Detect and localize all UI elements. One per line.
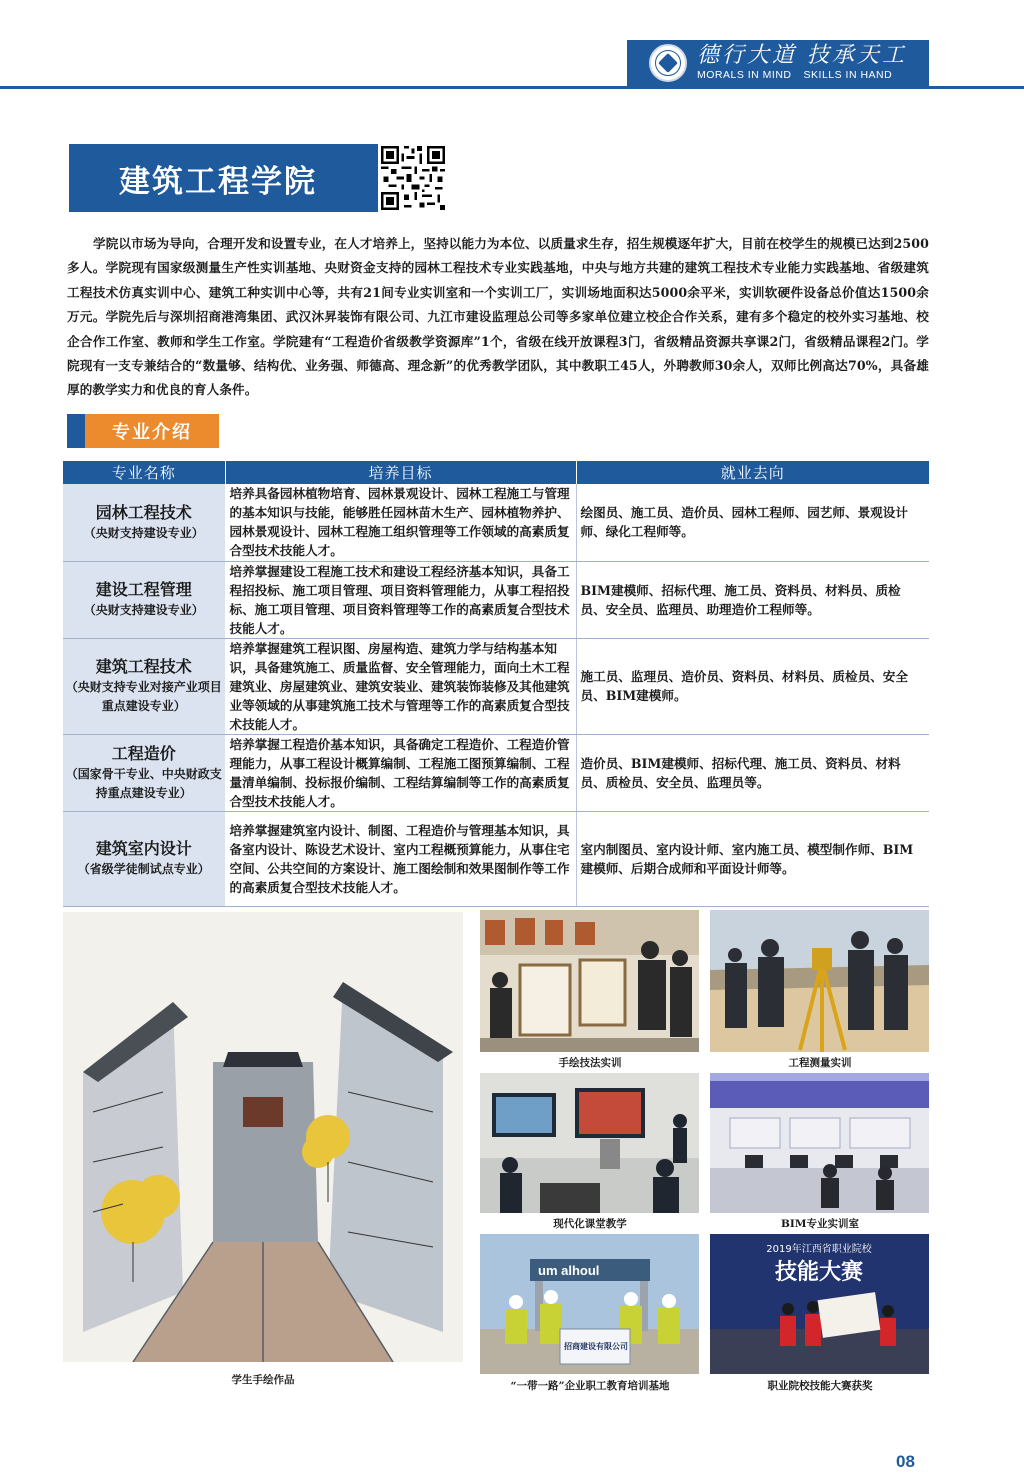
photo-2-caption: 工程测量实训 — [788, 1057, 852, 1069]
header-rule — [0, 86, 1024, 89]
table-header-row — [63, 461, 929, 484]
intro-paragraph: 学院以市场为导向，合理开发和设置专业，在人才培养上，坚持以能力为本位、以质量求生存，招生规模逐年扩大，目前在校学生的规模已达到2500多人。学院现有国家级测量生产性实训基地、央财资金支持的园林工程技术专业实践基地，中央与地方共建的建筑工程技术专业能力实践基地、省级建筑工程技术仿真实训中心、建筑工种实训中心等，共有21间专业实训室和一个实训工厂，实训场地面积达5000余平米，实训软硬件设备总价值达1500余万元。学院先后与深圳招商港湾集团、武汉沐昇装饰有限公司、九江市建设监理总公司等多家单位建立校企合作关系，建有多个稳定的校外实习基地、校企合作工作室、教师和学生工作室。学院建有“工程造价省级教学资源库”1个，省级在线开放课程3门，省级精品资源共享课2门，省级精品课程2门。学院现有一支专兼结合的“数量够、结构优、业务强、师德高、理念新”的优秀教学团队，其中教职工45人，外聘教师30余人，双师比例高达70%，具备雄厚的教学实力和优良的育人条件。 — [67, 236, 929, 398]
major-note: （央财支持建设专业） — [83, 603, 204, 617]
major-career: 施工员、监理员、造价员、资料员、材料员、质检员、安全员、BIM建模师。 — [576, 638, 929, 734]
major-name-cell — [63, 638, 225, 734]
survey-training-photo — [710, 910, 929, 1052]
training-banner-text: 招商建设有限公司 — [564, 1342, 628, 1351]
gate-sign-text: um alhoul — [538, 1263, 600, 1278]
major-career: BIM建模师、招标代理、施工员、资料员、材料员、质检员、安全员、监理员、助理造价工程师等。 — [576, 561, 929, 638]
classroom-teaching-photo — [480, 1073, 699, 1213]
header-major-name: 专业名称 — [63, 461, 225, 484]
major-note: （央财支持专业对接产业项目重点建设专业） — [65, 680, 222, 713]
major-goal: 培养掌握建筑工程识图、房屋构造、建筑力学与结构基本知识，具备建筑施工、质量监督、安全管理能力，面向土木工程建筑业、房屋建筑业、建筑安装业、建筑装饰装修及其他建筑业等领域的从事建筑施工技术与管理等工作的高素质复合型技术技能人才。 — [225, 638, 576, 734]
bim-lab-photo — [710, 1073, 929, 1213]
competition-year-title: 2019年江西省职业院校 — [766, 1244, 872, 1255]
motto-en — [697, 68, 907, 82]
major-note: （央财支持建设专业） — [83, 525, 204, 540]
major-name: 园林工程技术 — [95, 502, 192, 522]
motto-en-2: SKILLS IN HAND — [803, 69, 893, 81]
header-banner — [627, 40, 929, 86]
table-row — [63, 561, 929, 638]
major-name: 建筑室内设计 — [95, 839, 192, 858]
majors-table — [63, 461, 929, 907]
page-number: 08 — [896, 1452, 915, 1471]
major-goal: 培养掌握工程造价基本知识，具备确定工程造价、工程造价管理能力，从事工程设计概算编制、工程施工图预算编制、工程量清单编制、投标报价编制、工程结算编制等工作的高素质复合型技术技能人才。 — [225, 734, 576, 811]
section-tag-label: 专业介绍 — [85, 414, 219, 448]
page-title: 建筑工程学院 — [119, 164, 317, 200]
major-note: （国家骨干专业、中央财政支持重点建设专业） — [65, 766, 222, 800]
section-tag-bar — [67, 414, 85, 448]
photo-4-caption: BIM专业实训室 — [781, 1218, 859, 1230]
sketch-caption: 学生手绘作品 — [231, 1374, 295, 1386]
table-row — [63, 734, 929, 811]
header-career: 就业去向 — [576, 461, 929, 484]
section-tag — [67, 414, 219, 448]
photo-1-caption: 手绘技法实训 — [558, 1057, 622, 1069]
major-name-cell — [63, 811, 225, 906]
photo-6-caption: 职业院校技能大赛获奖 — [767, 1380, 873, 1392]
major-note: （省级学徒制试点专业） — [77, 862, 210, 876]
photo-3-caption: 现代化课堂教学 — [553, 1218, 627, 1230]
major-name-cell — [63, 734, 225, 811]
major-name-cell — [63, 561, 225, 638]
header-motto — [697, 44, 907, 82]
motto-cn: 德行大道 技承天工 — [697, 43, 907, 68]
major-goal: 培养掌握建设工程施工技术和建设工程经济基本知识，具备工程招投标、施工项目管理、项目资料管理能力，从事工程招投标、施工项目管理、项目资料管理等工作的高素质复合型技术技能人才。 — [225, 561, 576, 638]
hand-drawing-training-photo — [480, 910, 699, 1052]
table-row — [63, 811, 929, 906]
major-career: 绘图员、施工员、造价员、园林工程师、园艺师、景观设计师、绿化工程师等。 — [576, 484, 929, 561]
major-name: 工程造价 — [111, 743, 176, 763]
skills-competition-photo — [710, 1234, 929, 1374]
header-goal: 培养目标 — [225, 461, 576, 484]
competition-title: 技能大赛 — [774, 1260, 864, 1285]
major-goal: 培养掌握建筑室内设计、制图、工程造价与管理基本知识，具备室内设计、陈设艺术设计、室内工程概预算能力，从事住宅空间、公共空间的方案设计、施工图绘制和效果图制作等工作的高素质复合型技术技能人才。 — [225, 811, 576, 906]
school-logo-icon — [649, 44, 687, 82]
major-goal: 培养具备园林植物培育、园林景观设计、园林工程施工与管理的基本知识与技能，能够胜任园林苗木生产、园林植物养护、园林景观设计、园林工程施工组织管理等工作领域的高素质复合型技术技能人才。 — [225, 484, 576, 561]
major-name: 建筑工程技术 — [95, 657, 192, 676]
major-career: 造价员、BIM建模师、招标代理、施工员、资料员、材料员、质检员、安全员、监理员等。 — [576, 734, 929, 811]
table-row — [63, 484, 929, 561]
table-row — [63, 638, 929, 734]
major-name-cell — [63, 484, 225, 561]
major-name: 建设工程管理 — [95, 580, 192, 599]
photo-5-caption: “一带一路”企业职工教育培训基地 — [510, 1380, 670, 1392]
belt-road-training-photo — [480, 1234, 699, 1374]
motto-en-1: MORALS IN MIND — [697, 69, 792, 81]
qr-code-icon — [378, 143, 448, 213]
student-sketch-image — [63, 912, 463, 1362]
major-career: 室内制图员、室内设计师、室内施工员、模型制作师、BIM建模师、后期合成师和平面设计师等。 — [576, 811, 929, 906]
